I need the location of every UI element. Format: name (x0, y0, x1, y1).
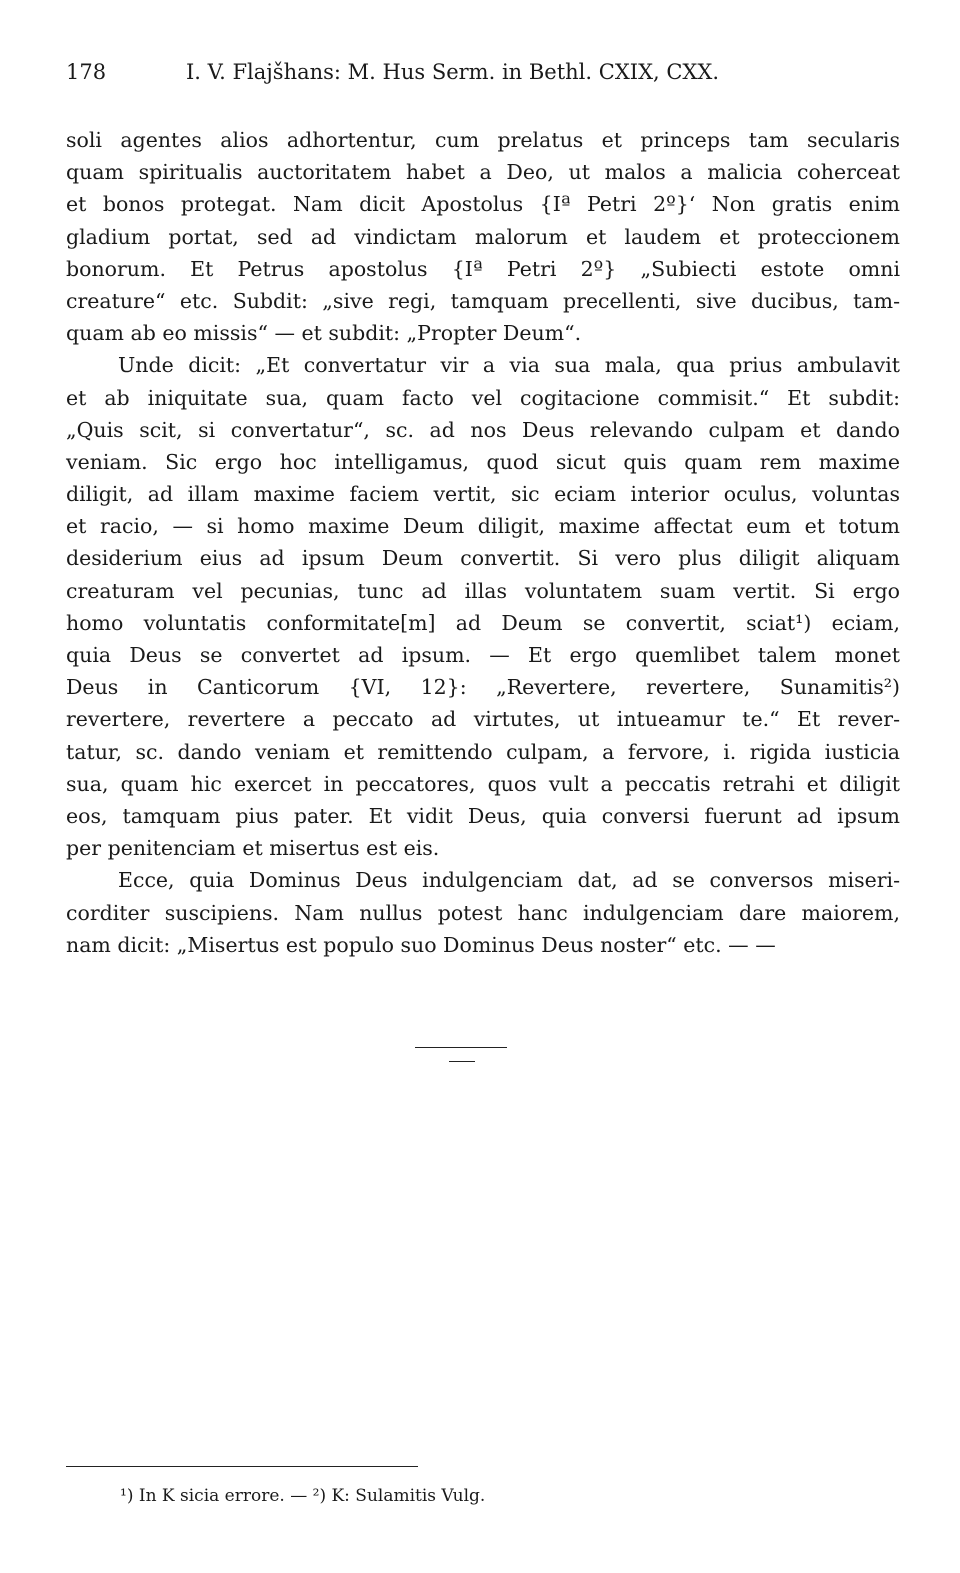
text-line: eos, tamquam pius pater. Et vidit Deus, quia conversi fuerunt ad ipsum (66, 803, 900, 828)
text-line: „Quis scit, si convertatur“, sc. ad nos Deus relevando culpam et dando (66, 417, 900, 442)
text-line: diligit, ad illam maxime faciem vertit, sic eciam interior oculus, voluntas (66, 482, 900, 507)
text-line: creaturam vel pecunias, tunc ad illas voluntatem suam vertit. Si ergo (66, 578, 900, 603)
text-line: creature“ etc. Subdit: „sive regi, tamquam precellenti, sive ducibus, tam- (66, 288, 900, 313)
text-line: quam ab eo missis“ — et subdit: „Propter Deum“. (66, 321, 582, 346)
text-line: Unde dicit: „Et convertatur vir a via sua mala, qua prius ambulavit (118, 353, 900, 378)
footnote-rule (66, 1466, 418, 1467)
text-line: bonorum. Et Petrus apostolus {Iª Petri 2º} „Subiecti estote omni (66, 256, 900, 281)
text-line: desiderium eius ad ipsum Deum convertit. Si vero plus diligit aliquam (66, 546, 900, 571)
section-divider-short (449, 1061, 475, 1062)
text-line: veniam. Sic ergo hoc intelligamus, quod sicut quis quam rem maxime (66, 449, 900, 474)
page-number: 178 (66, 60, 107, 84)
text-line: Ecce, quia Dominus Deus indulgenciam dat, ad se conversos miseri- (118, 868, 900, 893)
text-line: Deus in Canticorum {VI, 12}: „Revertere, revertere, Sunamitis²) (66, 675, 900, 700)
running-title: I. V. Flajšhans: M. Hus Serm. in Bethl. CXIX, CXX. (186, 60, 720, 84)
text-line: quia Deus se convertet ad ipsum. — Et ergo quemlibet talem monet (66, 643, 900, 667)
footnote: ¹) In K sicia errore. — ²) K: Sulamitis Vulg. (120, 1486, 486, 1506)
text-line: quam spiritualis auctoritatem habet a Deo, ut malos a malicia coherceat (66, 160, 900, 185)
text-line: homo voluntatis conformitate[m] ad Deum se convertit, sciat¹) eciam, (66, 610, 900, 635)
text-line: et bonos protegat. Nam dicit Apostolus {Iª Petri 2º}‘ Non gratis enim (66, 192, 900, 217)
text-line: tatur, sc. dando veniam et remittendo culpam, a fervore, i. rigida iusticia (66, 739, 900, 764)
text-line: gladium portat, sed ad vindictam malorum et laudem et proteccionem (66, 224, 900, 249)
text-line: corditer suscipiens. Nam nullus potest hanc indulgenciam dare maiorem, (66, 900, 900, 925)
text-line: et racio, — si homo maxime Deum diligit, maxime affectat eum et totum (66, 514, 900, 539)
text-line: per penitenciam et misertus est eis. (66, 836, 440, 861)
text-line: et ab iniquitate sua, quam facto vel cogitacione commisit.“ Et subdit: (66, 385, 900, 410)
body-text (66, 124, 900, 961)
text-line: nam dicit: „Misertus est populo suo Dominus Deus noster“ etc. — — (66, 932, 776, 957)
text-line: soli agentes alios adhortentur, cum prelatus et princeps tam secularis (66, 128, 900, 152)
text-line: revertere, revertere a peccato ad virtutes, ut intueamur te.“ Et rever- (66, 707, 900, 732)
text-line: sua, quam hic exercet in peccatores, quos vult a peccatis retrahi et diligit (66, 771, 900, 796)
section-divider (415, 1047, 507, 1048)
